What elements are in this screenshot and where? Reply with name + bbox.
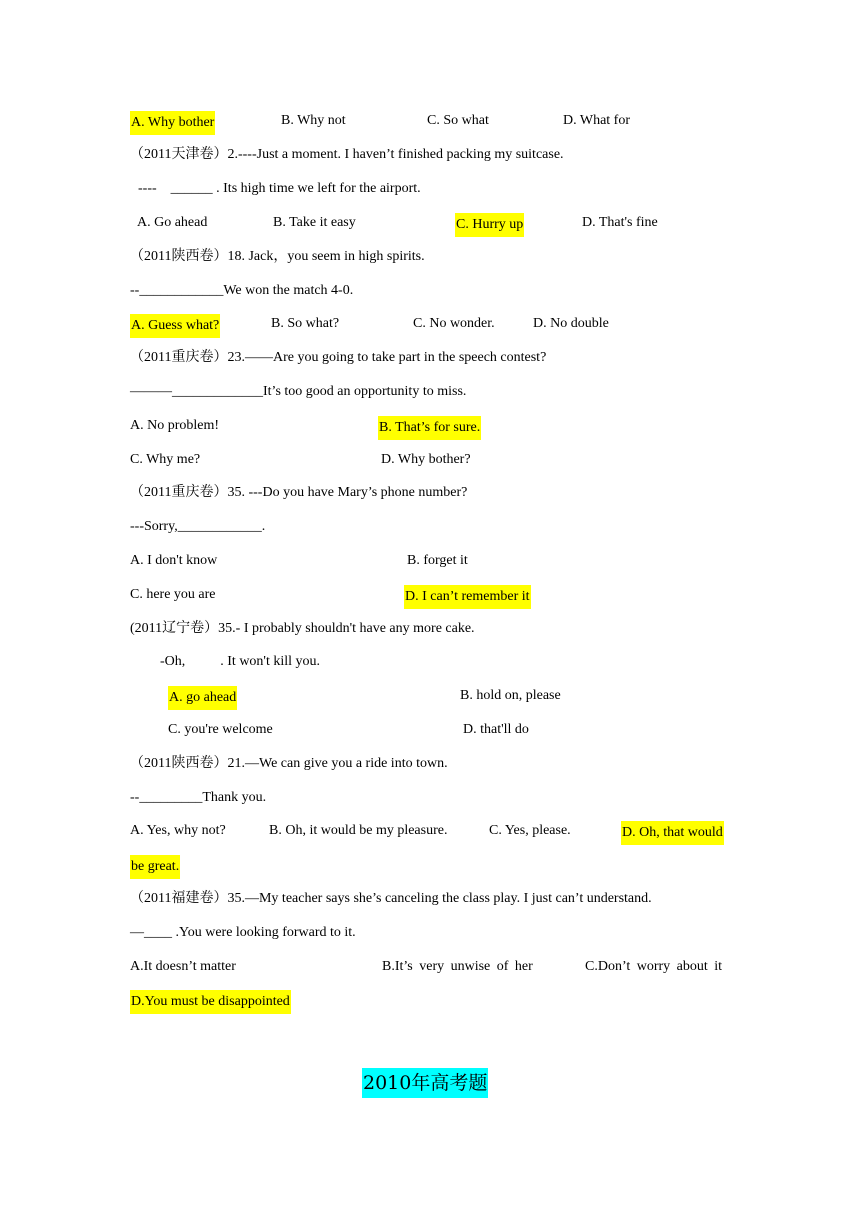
section-heading: 2010年高考题 <box>362 1068 488 1098</box>
option-d: D. What for <box>563 113 630 128</box>
answer-option-b: B. That’s for sure. <box>378 416 481 440</box>
option-c: C. here you are <box>130 587 216 602</box>
option-a: A. Yes, why not? <box>130 823 226 838</box>
option-d: D. No double <box>533 316 609 331</box>
option-c: C. No wonder. <box>413 316 495 331</box>
question-source: （2011陕西卷） <box>130 249 228 264</box>
question-source: （2011重庆卷） <box>130 350 228 365</box>
question-source: （2011天津卷） <box>130 147 228 162</box>
option-b: B. Take it easy <box>273 215 356 230</box>
answer-option-c: C. Hurry up <box>455 213 524 237</box>
question-stem <box>130 754 448 774</box>
option-a: A.It doesn’t matter <box>130 959 236 974</box>
question-response: -Oh, . It won't kill you. <box>160 654 321 669</box>
answer-option-a: A. go ahead <box>168 686 237 710</box>
option-b: B. forget it <box>407 553 468 568</box>
question-source: （2011陕西卷） <box>130 756 228 771</box>
question-text: 35.—My teacher says she’s canceling the class play. I just can’t understand. <box>227 891 652 906</box>
question-response: ---- ______ . Its high time we left for the airport. <box>138 181 421 196</box>
question-text: 35. ---Do you have Mary’s phone number? <box>227 485 468 500</box>
question-response: --____________We won the match 4-0. <box>130 283 354 298</box>
option-c: C. So what <box>427 113 489 128</box>
option-b: B. Why not <box>281 113 346 128</box>
question-stem <box>130 348 546 368</box>
option-c: C. Yes, please. <box>489 823 571 838</box>
question-stem <box>130 247 425 267</box>
option-b: B. hold on, please <box>460 688 561 703</box>
answer-option-a: A. Guess what? <box>130 314 220 338</box>
option-a: A. Go ahead <box>137 215 208 230</box>
question-response: —____ .You were looking forward to it. <box>130 925 356 940</box>
option-a: A. I don't know <box>130 553 218 568</box>
question-response: ---Sorry,____________. <box>130 519 266 534</box>
question-response: ———_____________It’s too good an opportunity to miss. <box>130 384 467 399</box>
question-text: 18. Jack，you seem in high spirits. <box>227 249 425 264</box>
answer-option-d: D. Oh, that would <box>621 821 724 845</box>
answer-option-a: A. Why bother <box>130 111 215 135</box>
question-text: 35.- I probably shouldn't have any more cake. <box>218 621 475 636</box>
option-c: C.Don’t worry about it <box>585 959 723 974</box>
question-response: --_________Thank you. <box>130 790 267 805</box>
question-source: （2011重庆卷） <box>130 485 228 500</box>
option-b: B. So what? <box>271 316 340 331</box>
option-c: C. you're welcome <box>168 722 273 737</box>
question-stem <box>130 889 652 909</box>
option-d: D. Why bother? <box>381 452 471 467</box>
question-stem <box>130 619 475 639</box>
option-b: B. Oh, it would be my pleasure. <box>269 823 448 838</box>
option-d: D. that'll do <box>463 722 529 737</box>
answer-option-d-continued: be great. <box>130 855 180 879</box>
answer-option-d: D. I can’t remember it <box>404 585 531 609</box>
option-a: A. No problem! <box>130 418 220 433</box>
question-source: (2011辽宁卷） <box>130 621 219 636</box>
option-d: D. That's fine <box>582 215 658 230</box>
option-c: C. Why me? <box>130 452 201 467</box>
question-stem <box>130 145 564 165</box>
question-stem <box>130 483 467 503</box>
question-text: 2.----Just a moment. I haven’t finished packing my suitcase. <box>227 147 564 162</box>
question-text: 23.——Are you going to take part in the speech contest? <box>227 350 547 365</box>
question-text: 21.—We can give you a ride into town. <box>227 756 448 771</box>
option-b: B.It’s very unwise of her <box>382 959 533 974</box>
question-source: （2011福建卷） <box>130 891 228 906</box>
answer-option-d: D.You must be disappointed <box>130 990 291 1014</box>
